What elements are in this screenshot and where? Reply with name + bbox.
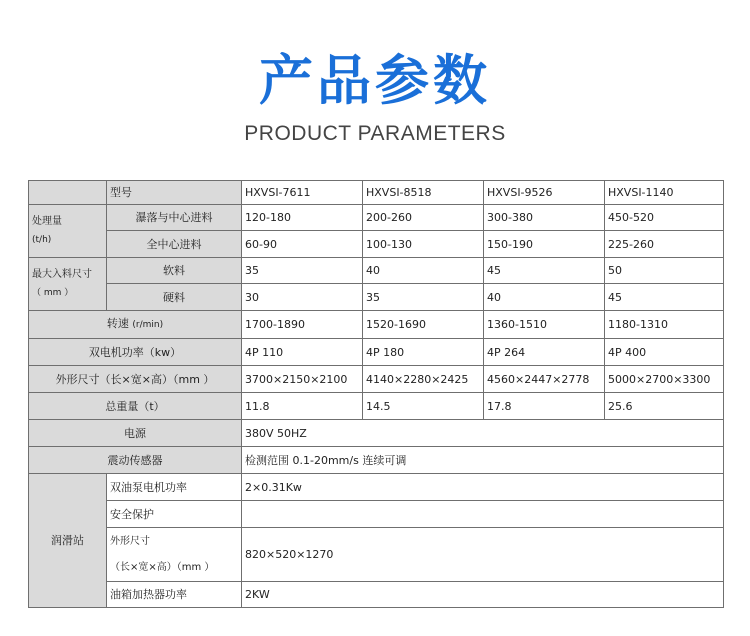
vibration-sensor-label: 震动传感器 xyxy=(29,447,242,474)
value-cell: 200-260 xyxy=(363,205,484,231)
model-cell: HXVSI-1140 xyxy=(605,181,724,205)
capacity-sub-label: 瀑落与中心进料 xyxy=(107,205,242,231)
value-cell: 45 xyxy=(484,258,605,284)
model-label: 型号 xyxy=(107,181,242,205)
value-cell: 4560×2447×2778 xyxy=(484,366,605,393)
value-cell: 1700-1890 xyxy=(242,311,363,339)
lube-dimensions-label: 外形尺寸 xyxy=(110,535,150,547)
value-cell: 1360-1510 xyxy=(484,311,605,339)
lube-dimensions-value: 820×520×1270 xyxy=(242,528,724,582)
vibration-sensor-value: 检测范围 0.1-20mm/s 连续可调 xyxy=(242,447,724,474)
value-cell: 35 xyxy=(242,258,363,284)
lube-heater-value: 2KW xyxy=(242,582,724,608)
feed-sub-label: 硬料 xyxy=(107,284,242,311)
lube-safety-label: 安全保护 xyxy=(107,501,242,528)
value-cell: 4P 110 xyxy=(242,339,363,366)
motor-power-label: 双电机功率（kw） xyxy=(29,339,242,366)
value-cell: 25.6 xyxy=(605,393,724,420)
value-cell: 300-380 xyxy=(484,205,605,231)
table-row-lube-heater xyxy=(29,582,724,608)
lube-heater-label: 油箱加热器功率 xyxy=(107,582,242,608)
lube-dimensions-unit: （长×宽×高）（mm ） xyxy=(110,561,215,573)
value-cell: 17.8 xyxy=(484,393,605,420)
feed-size-label-cell xyxy=(29,258,107,311)
lube-safety-value xyxy=(242,501,724,528)
model-cell: HXVSI-8518 xyxy=(363,181,484,205)
table-row-capacity-1 xyxy=(29,205,724,231)
weight-label: 总重量（t） xyxy=(29,393,242,420)
table-row-model xyxy=(29,181,724,205)
table-row-capacity-2 xyxy=(29,231,724,258)
lube-pump-value: 2×0.31Kw xyxy=(242,474,724,501)
feed-sub-label: 软料 xyxy=(107,258,242,284)
value-cell: 3700×2150×2100 xyxy=(242,366,363,393)
table-row-lube-safety xyxy=(29,501,724,528)
value-cell: 45 xyxy=(605,284,724,311)
value-cell: 30 xyxy=(242,284,363,311)
value-cell: 40 xyxy=(484,284,605,311)
capacity-label: 处理量 xyxy=(32,216,62,227)
speed-label-cell xyxy=(29,311,242,339)
lube-dimensions-label-cell xyxy=(107,528,242,582)
value-cell: 11.8 xyxy=(242,393,363,420)
value-cell: 4P 180 xyxy=(363,339,484,366)
table-row-motor-power xyxy=(29,339,724,366)
value-cell: 1180-1310 xyxy=(605,311,724,339)
capacity-label-cell xyxy=(29,205,107,258)
table-row-weight xyxy=(29,393,724,420)
model-cell: HXVSI-7611 xyxy=(242,181,363,205)
value-cell: 4P 264 xyxy=(484,339,605,366)
value-cell: 14.5 xyxy=(363,393,484,420)
table-row-vibration-sensor xyxy=(29,447,724,474)
table-row-lube-pump xyxy=(29,474,724,501)
capacity-unit: (t/h) xyxy=(32,235,52,245)
model-cell: HXVSI-9526 xyxy=(484,181,605,205)
model-header-blank xyxy=(29,181,107,205)
value-cell: 450-520 xyxy=(605,205,724,231)
table-row-lube-dimensions xyxy=(29,528,724,582)
value-cell: 4P 400 xyxy=(605,339,724,366)
power-supply-value: 380V 50HZ xyxy=(242,420,724,447)
table-row-speed xyxy=(29,311,724,339)
value-cell: 100-130 xyxy=(363,231,484,258)
page-subtitle: PRODUCT PARAMETERS xyxy=(244,122,506,145)
table-row-power-supply xyxy=(29,420,724,447)
value-cell: 1520-1690 xyxy=(363,311,484,339)
lube-pump-label: 双油泵电机功率 xyxy=(107,474,242,501)
value-cell: 5000×2700×3300 xyxy=(605,366,724,393)
parameters-table xyxy=(28,180,724,608)
table-row-dimensions xyxy=(29,366,724,393)
capacity-sub-label: 全中心进料 xyxy=(107,231,242,258)
value-cell: 150-190 xyxy=(484,231,605,258)
value-cell: 60-90 xyxy=(242,231,363,258)
value-cell: 4140×2280×2425 xyxy=(363,366,484,393)
speed-unit: (r/min) xyxy=(132,320,164,330)
speed-label: 转速 xyxy=(106,317,129,330)
value-cell: 120-180 xyxy=(242,205,363,231)
table-row-feed-soft xyxy=(29,258,724,284)
value-cell: 40 xyxy=(363,258,484,284)
power-supply-label: 电源 xyxy=(29,420,242,447)
dimensions-label: 外形尺寸（长×宽×高）（mm ） xyxy=(29,366,242,393)
value-cell: 225-260 xyxy=(605,231,724,258)
lubrication-label: 润滑站 xyxy=(29,474,107,608)
value-cell: 50 xyxy=(605,258,724,284)
table-row-feed-hard xyxy=(29,284,724,311)
feed-size-label: 最大入料尺寸 xyxy=(32,269,92,280)
feed-size-unit: （ mm ） xyxy=(32,288,74,298)
value-cell: 35 xyxy=(363,284,484,311)
page-title: 产品参数 xyxy=(259,49,491,112)
